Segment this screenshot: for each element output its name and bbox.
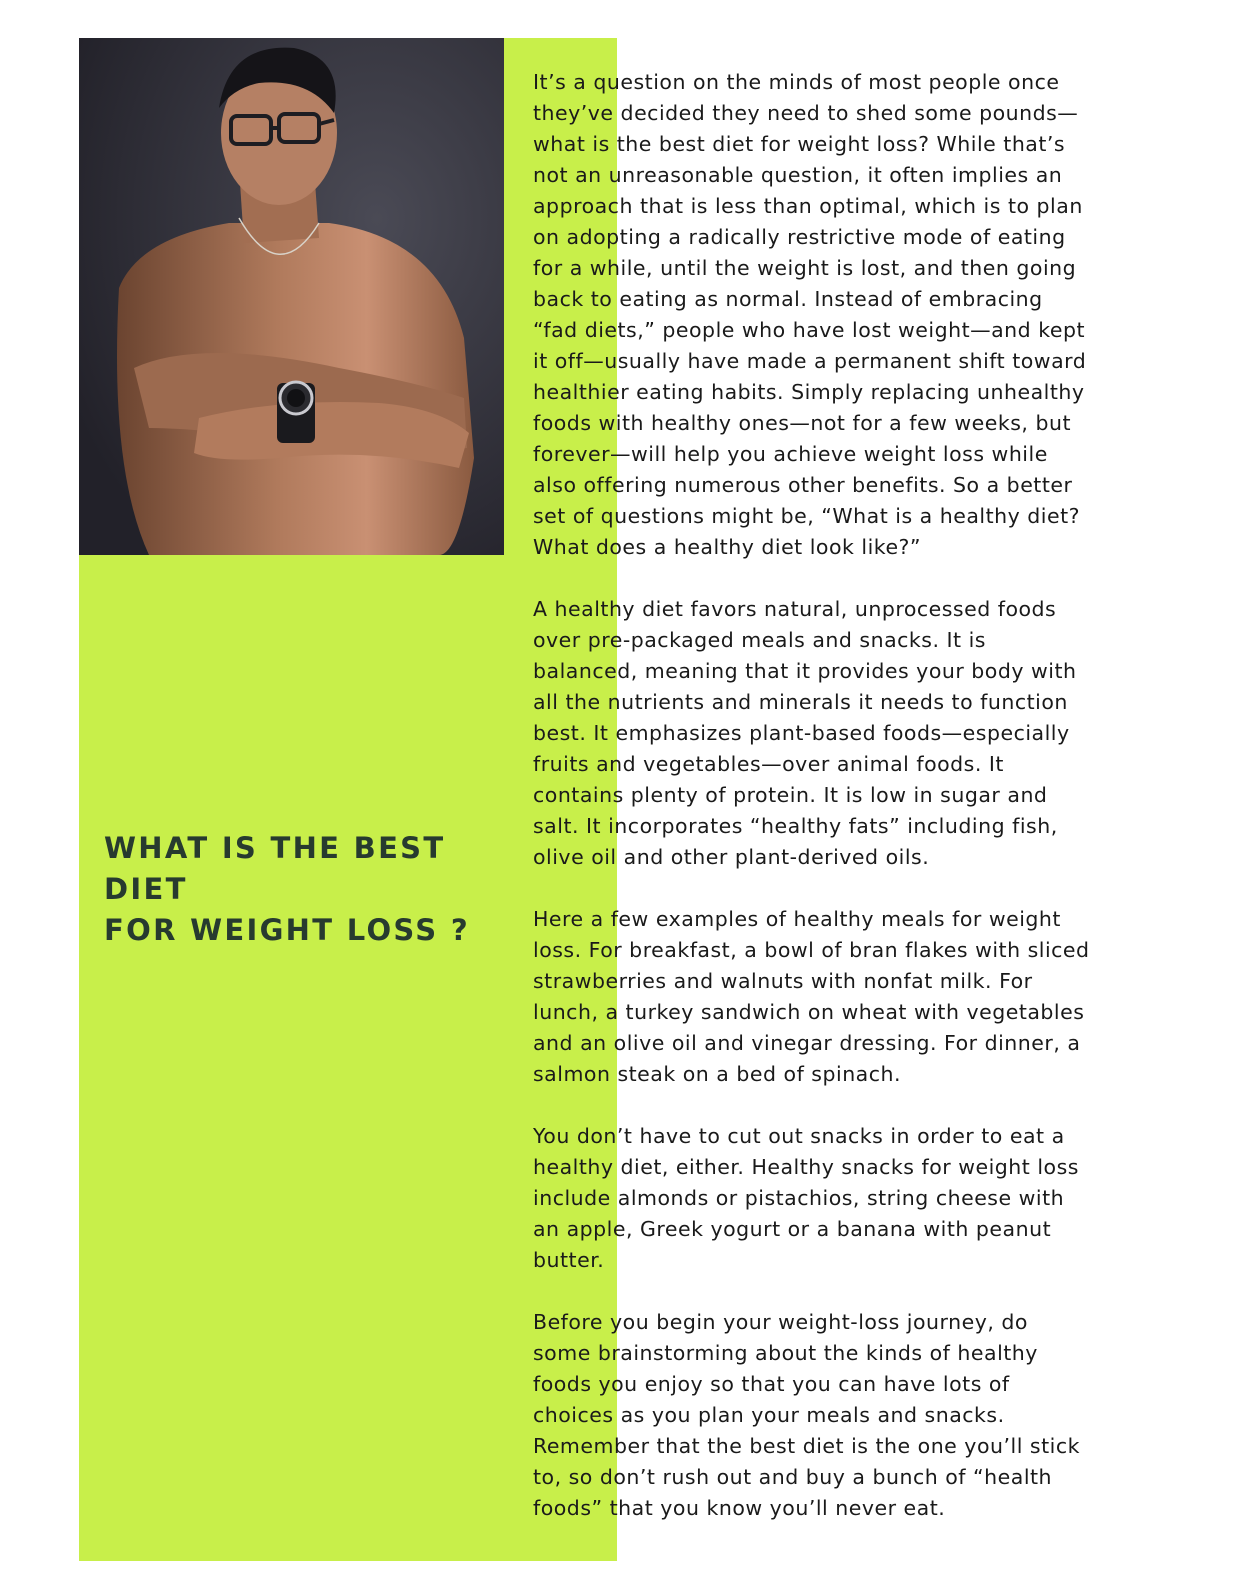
heading-line-1: WHAT IS THE BEST DIET (104, 831, 446, 906)
article-paragraph-1: It’s a question on the minds of most people once they’ve decided they need to shed some pounds— what is the best diet for weight loss? While that’s not an unreasonable question, it often implies an approach that is less than optimal, which is to plan on adopting a radically restrictive mode of eating for a while, until the weight is lost, and then going back to eating as normal. Instead of embracing “fad diets,” people who have lost weight—and kept it off—usually have made a permanent shift toward healthier eating habits. Simply replacing unhealthy foods with healthy ones—not for a few weeks, but forever—will help you achieve weight loss while also offering numerous other benefits. So a better set of questions might be, “What is a healthy diet? What does a healthy diet look like?” (533, 70, 1087, 559)
article-paragraph-5: Before you begin your weight-loss journey, do some brainstorming about the kinds of healthy foods you enjoy so that you can have lots of choices as you plan your meals and snacks. Remember that the best diet is the one you’ll stick to, so don’t rush out and buy a bunch of “health foods” that you know you’ll never eat. (533, 1310, 1080, 1520)
article-paragraph-4: You don’t have to cut out snacks in order to eat a healthy diet, either. Healthy snacks for weight loss include almonds or pistachios, string cheese with an apple, Greek yogurt or a banana with peanut butter. (533, 1124, 1079, 1272)
article-paragraph-2: A healthy diet favors natural, unprocessed foods over pre-packaged meals and snacks. It is balanced, meaning that it provides your body with all the nutrients and minerals it needs to function best. It emphasizes plant-based foods—especially fruits and vegetables—over animal foods. It contains plenty of protein. It is low in sugar and salt. It incorporates “healthy fats” including fish, olive oil and other plant-derived oils. (533, 597, 1077, 869)
section-heading (104, 828, 504, 951)
hero-photo (79, 38, 504, 555)
article-paragraph-3: Here a few examples of healthy meals for weight loss. For breakfast, a bowl of bran flakes with sliced strawberries and walnuts with nonfat milk. For lunch, a turkey sandwich on wheat with vegetables and an olive oil and vinegar dressing. For dinner, a salmon steak on a bed of spinach. (533, 907, 1090, 1086)
article-body (533, 67, 1125, 1524)
heading-line-2: FOR WEIGHT LOSS ? (104, 913, 471, 947)
